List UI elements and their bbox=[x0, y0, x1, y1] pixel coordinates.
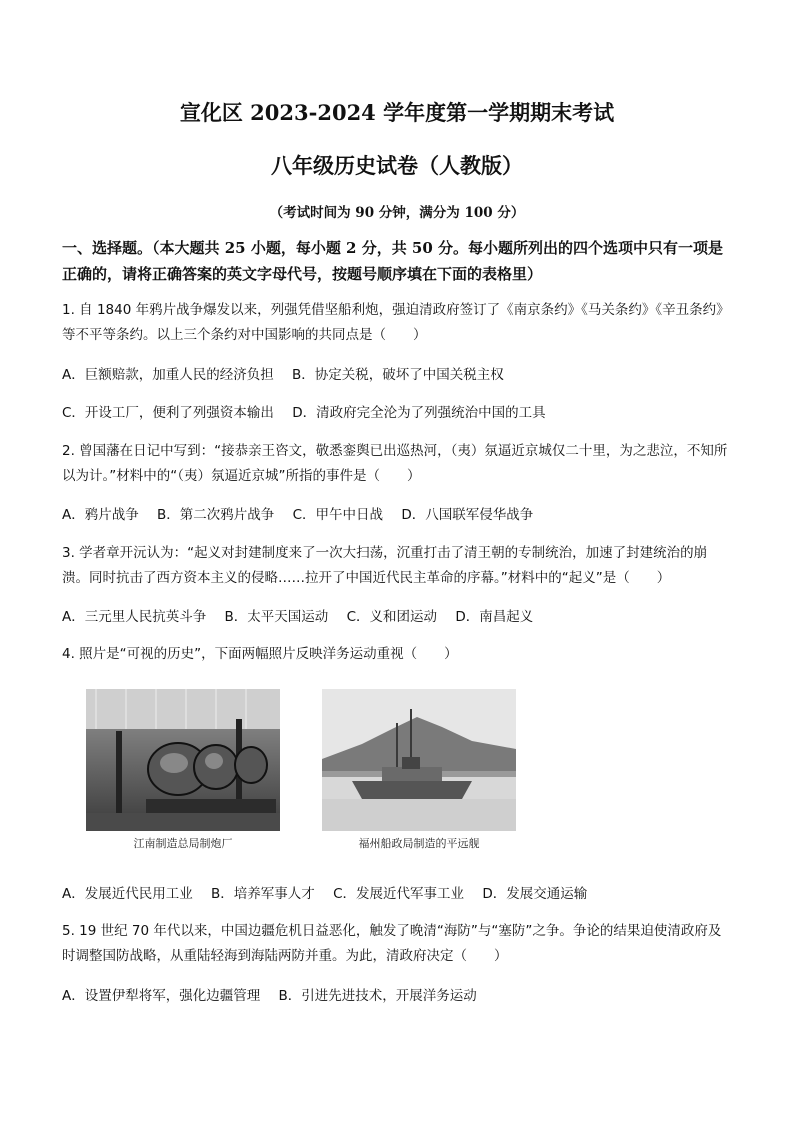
option-c: C．开设工厂，便利了列强资本输出 bbox=[62, 405, 274, 421]
warship-photo-icon bbox=[322, 689, 516, 831]
factory-photo-caption: 江南制造总局制炮厂 bbox=[133, 837, 233, 850]
factory-photo-icon bbox=[86, 689, 280, 831]
exam-title: 宣化区 2023-2024 学年度第一学期期末考试 bbox=[179, 100, 615, 125]
option-b: B．太平天国运动 bbox=[224, 609, 329, 625]
option-b: B．第二次鸦片战争 bbox=[157, 507, 275, 523]
factory-photo bbox=[86, 689, 280, 857]
question-4-stem: 4. 照片是“可视的历史”，下面两幅照片反映洋务运动重视（ ） bbox=[62, 646, 458, 662]
option-a: A．三元里人民抗英斗争 bbox=[62, 609, 207, 625]
option-d: D．发展交通运输 bbox=[482, 886, 588, 902]
exam-info: （考试时间为 90 分钟，满分为 100 分） bbox=[269, 205, 525, 221]
option-a: A．鸦片战争 bbox=[62, 507, 139, 523]
option-a: A．设置伊犁将军，强化边疆管理 bbox=[62, 988, 261, 1004]
question-1-stem: 1. 自 1840 年鸦片战争爆发以来，列强凭借坚船利炮，强迫清政府签订了《南京条约》《马关条约》《辛丑条约》等不平等条约。以上三个条约对中国影响的共同点是（ ） bbox=[62, 302, 730, 343]
option-c: C．发展近代军事工业 bbox=[333, 886, 465, 902]
question-4-options bbox=[62, 884, 734, 904]
option-a: A．巨额赔款，加重人民的经济负担 bbox=[62, 367, 274, 383]
option-c: C．甲午中日战 bbox=[292, 507, 384, 523]
question-3-stem: 3. 学者章开沅认为：“起义对封建制度来了一次大扫荡，沉重打击了清王朝的专制统治，加速了封建统治的崩溃。同时抗击了西方资本主义的侵略……拉开了中国近代民主革命的序幕。”材料中的“起义”是（ ） bbox=[62, 545, 708, 586]
question-2-stem: 2. 曾国藩在日记中写到：“接恭亲王咨文，敬悉銮舆已出巡热河，（夷）氛逼近京城仅二十里，为之悲泣，不知所以为计。”材料中的“（夷）氛逼近京城”所指的事件是（ ） bbox=[62, 443, 728, 484]
option-d: D．清政府完全沦为了列强统治中国的工具 bbox=[292, 405, 546, 421]
option-d: D．南昌起义 bbox=[455, 609, 534, 625]
option-a: A．发展近代民用工业 bbox=[62, 886, 193, 902]
warship-photo bbox=[322, 689, 516, 857]
question-1-options-row1 bbox=[62, 365, 734, 385]
option-b: B．培养军事人才 bbox=[211, 886, 315, 902]
option-c: C．义和团运动 bbox=[346, 609, 438, 625]
question-1-options-row2 bbox=[62, 403, 734, 423]
section-heading: 一、选择题。（本大题共 25 小题，每小题 2 分，共 50 分。每小题所列出的四个选项中只有一项是正确的，请将正确答案的英文字母代号，按题号顺序填在下面的表格里） bbox=[62, 239, 724, 283]
warship-photo-caption: 福州船政局制造的平远舰 bbox=[358, 837, 480, 850]
option-b: B．引进先进技术，开展洋务运动 bbox=[278, 988, 477, 1004]
option-b: B．协定关税，破坏了中国关税主权 bbox=[292, 367, 504, 383]
question-3-options bbox=[62, 607, 734, 627]
exam-subtitle: 八年级历史试卷（人教版） bbox=[271, 153, 523, 178]
question-5-options bbox=[62, 986, 734, 1006]
question-2-options bbox=[62, 505, 734, 525]
question-5-stem: 5. 19 世纪 70 年代以来，中国边疆危机日益恶化，触发了晚清“海防”与“塞防”之争。争论的结果迫使清政府及时调整国防战略，从重陆轻海到海陆两防并重。为此，清政府决定（ ） bbox=[62, 923, 722, 964]
option-d: D．八国联军侵华战争 bbox=[401, 507, 534, 523]
